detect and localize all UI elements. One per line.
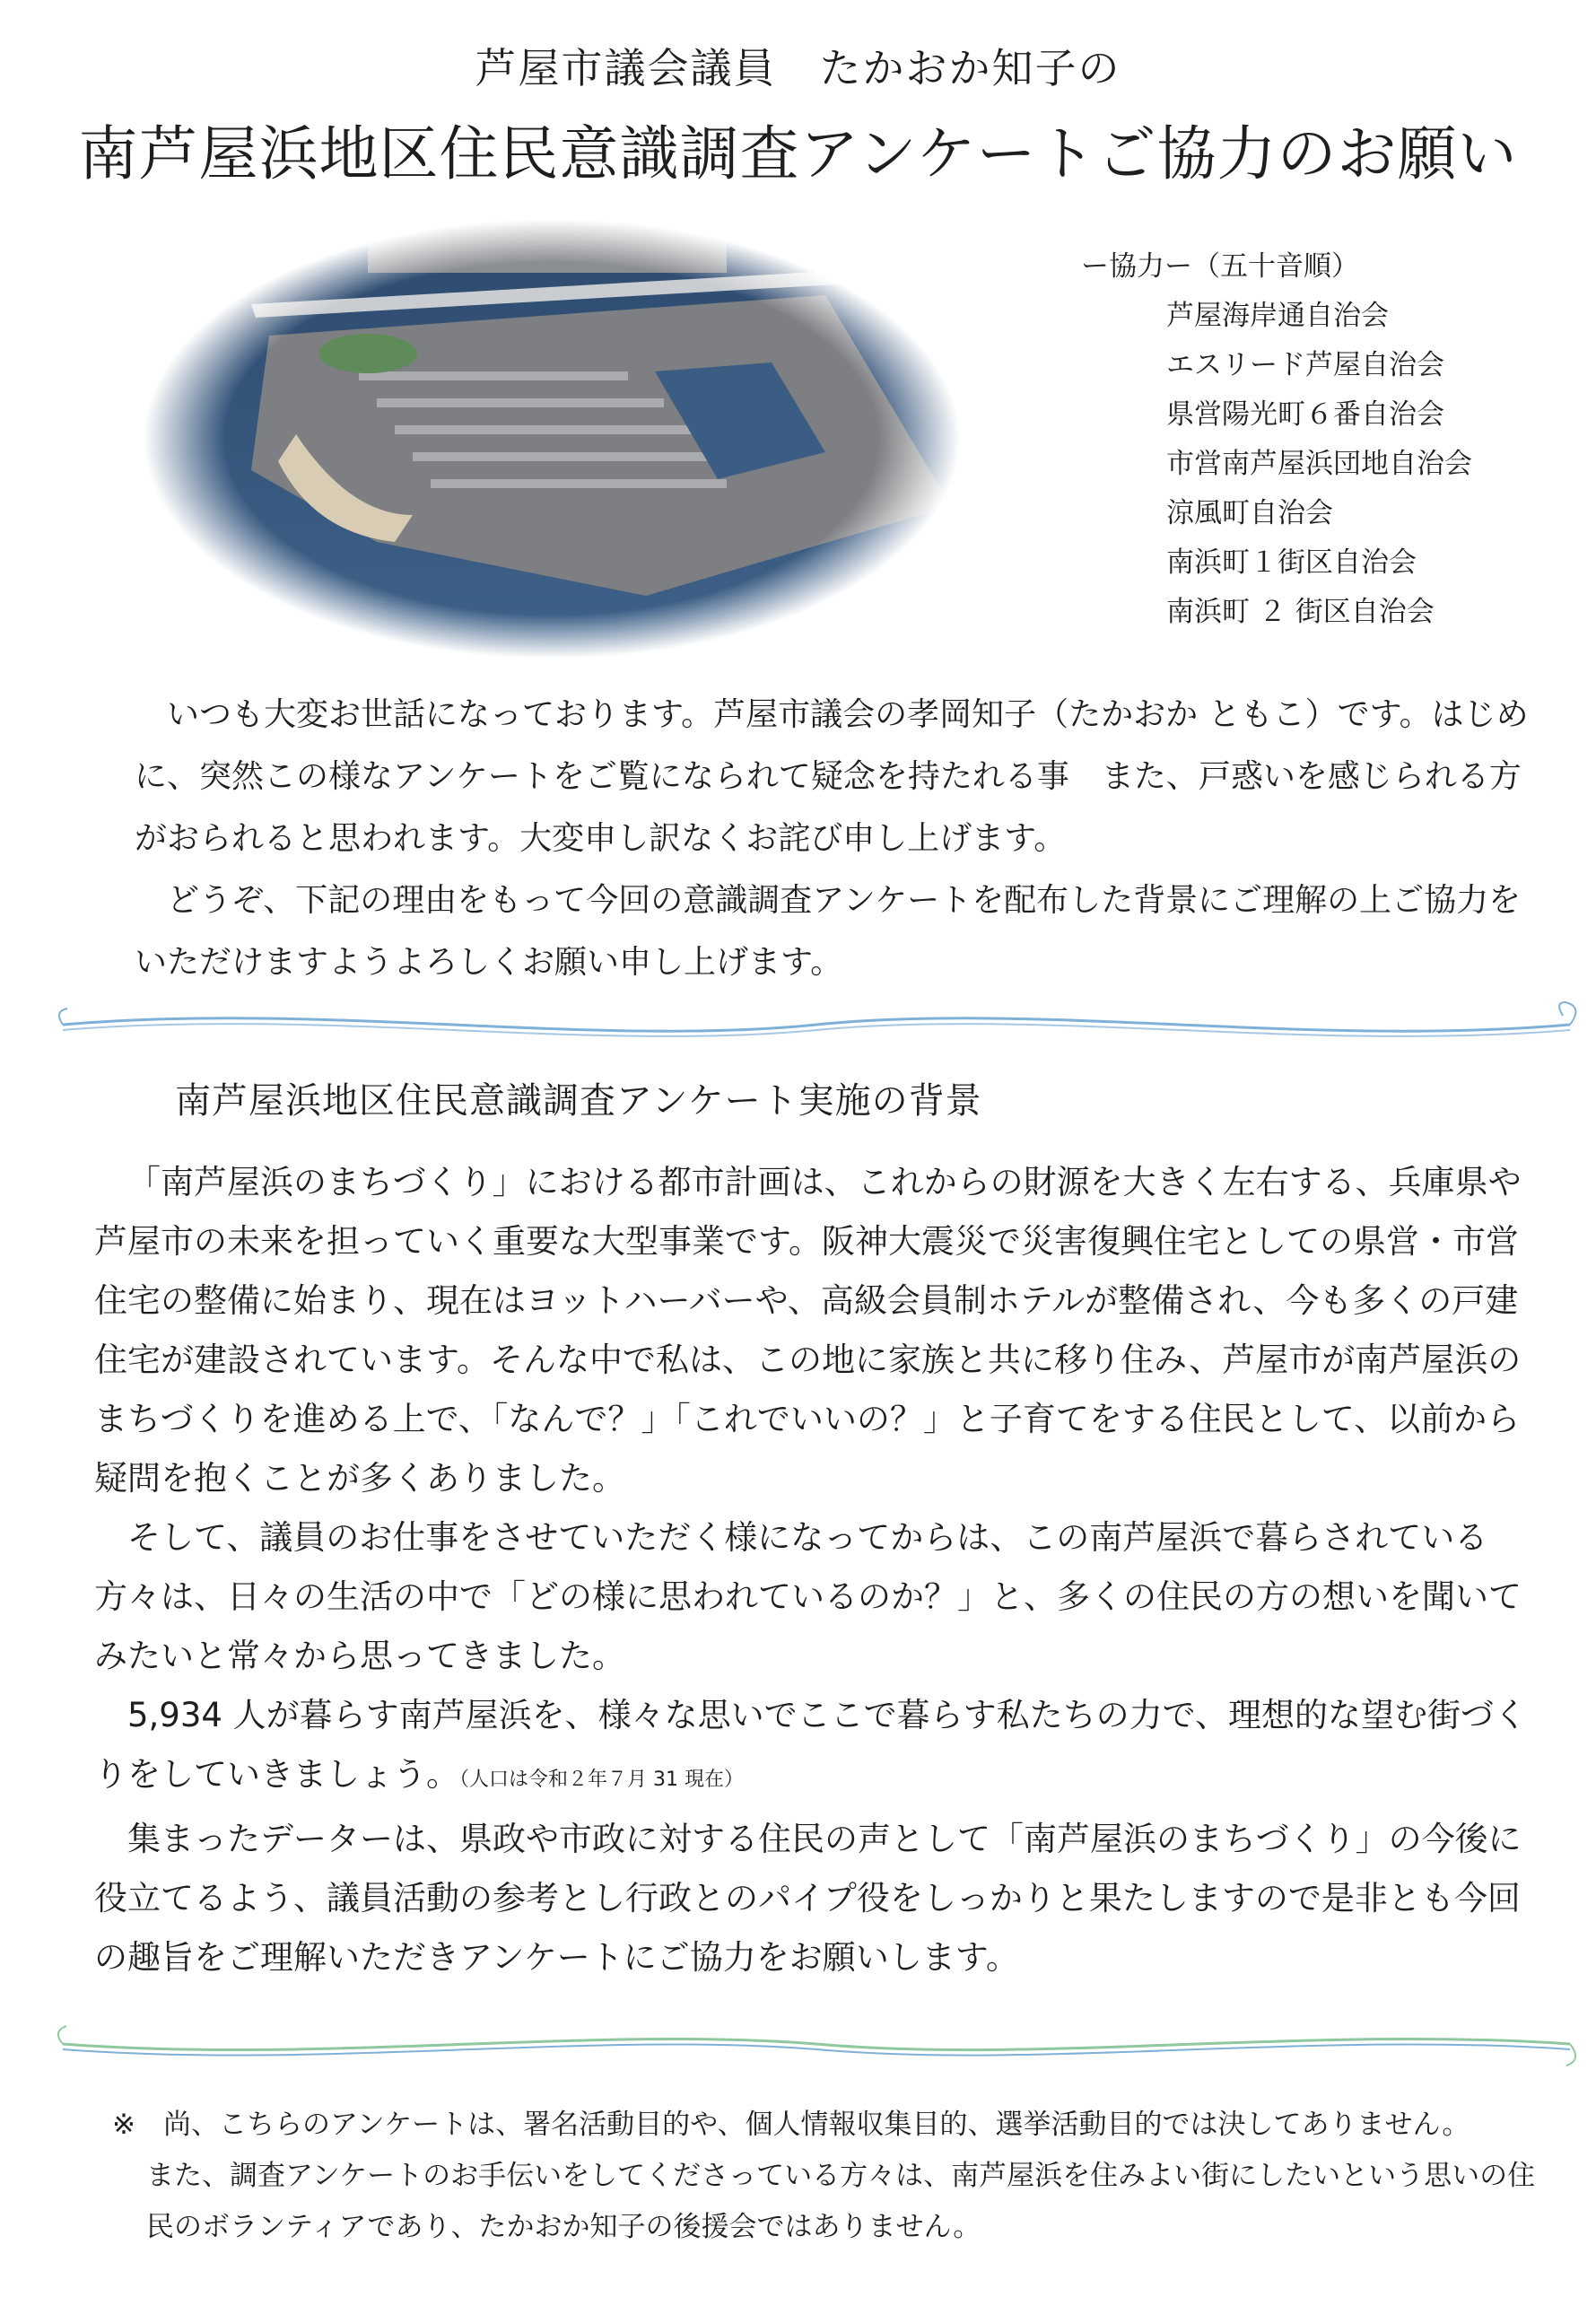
list-item: 県営陽光町６番自治会 [1166, 398, 1444, 431]
intro-paragraph: いつも大変お世話になっております。芦屋市議会の孝岡知子（たかおか ともこ）です。はじめに、突然この様なアンケートをご覧になられて疑念を持たれる事 また、戸惑いを感じられる方がおられると思われます。大変申し訳なくお詫び申し上げます。 [135, 696, 1529, 857]
list-item: 市営南芦屋浜団地自治会 [1166, 448, 1472, 480]
section-title: 南芦屋浜地区住民意識調査アンケート実施の背景 [175, 1080, 982, 1122]
wavy-divider [54, 2019, 1579, 2073]
body-paragraph [94, 1686, 1548, 1810]
body-paragraph: 「南芦屋浜のまちづくり」における都市計画は、これからの財源を大きく左右する、兵庫県や芦屋市の未来を担っていく重要な大型事業です。阪神大震災で災害復興住宅としての県営・市営住宅の整備に始まり、現在はヨットハーバーや、高級会員制ホテルが整備され、今も多くの戸建住宅が建設されています。そんな中で私は、この地に家族と共に移り住み、芦屋市が南芦屋浜のまちづくりを進める上で、「なんで？」「これでいいの？」と子育てをする住民として、以前から疑問を抱くことが多くありました。 [94, 1163, 1522, 1498]
intro-paragraph: どうぞ、下記の理由をもって今回の意識調査アンケートを配布した背景にご理解の上ご協力をいただけますようよろしくお願い申し上げます。 [135, 882, 1522, 981]
population-note: （人口は令和２年７月 31 現在） [459, 1769, 744, 1791]
header-subtitle: 芦屋市議会議員 たかおか知子の [475, 44, 1121, 92]
cooperation-list [1081, 292, 1472, 637]
cooperation-heading: ー協力ー（五十音順） [1081, 250, 1359, 283]
list-item: 南浜町 ２ 街区自治会 [1166, 596, 1435, 628]
background-text [94, 1153, 1548, 1987]
body-paragraph: そして、議員のお仕事をさせていただく様になってからは、この南芦屋浜で暮らされている方々は、日々の生活の中で「どの様に思われているのか？」と、多くの住民の方の想いを聞いてみたいと常々から思ってきました。 [94, 1518, 1522, 1675]
footnote [112, 2100, 1548, 2253]
page-title: 南芦屋浜地区住民意識調査アンケートご協力のお願い [78, 119, 1518, 188]
wavy-divider [54, 998, 1579, 1052]
list-item: 芦屋海岸通自治会 [1166, 300, 1389, 332]
intro-text [135, 684, 1534, 993]
body-paragraph: 集まったデーターは、県政や市政に対する住民の声として「南芦屋浜のまちづくり」の今後に役立てるよう、議員活動の参考とし行政とのパイプ役をしっかりと果たしますので是非とも今回の趣旨をご理解いただきアンケートにご協力をお願いします。 [94, 1820, 1522, 1977]
list-item: エスリード芦屋自治会 [1166, 349, 1444, 381]
list-item: 南浜町１街区自治会 [1166, 546, 1417, 579]
list-item: 涼風町自治会 [1166, 497, 1333, 529]
footnote-line: また、調査アンケートのお手伝いをしてくださっている方々は、南芦屋浜を住みよい街にしたいという思いの住民のボランティアであり、たかおか知子の後援会ではありません。 [146, 2160, 1536, 2243]
cooperation-box [1081, 242, 1472, 637]
body-text: 5,934 人が暮らす南芦屋浜を、様々な思いでここで暮らす私たちの力で、理想的な望む街づくりをしていきましょう。 [94, 1696, 1527, 1794]
footnote-line: ※ 尚、こちらのアンケートは、署名活動目的や、個人情報収集目的、選挙活動目的では決してありません。 [112, 2109, 1470, 2141]
aerial-photo [144, 219, 960, 659]
